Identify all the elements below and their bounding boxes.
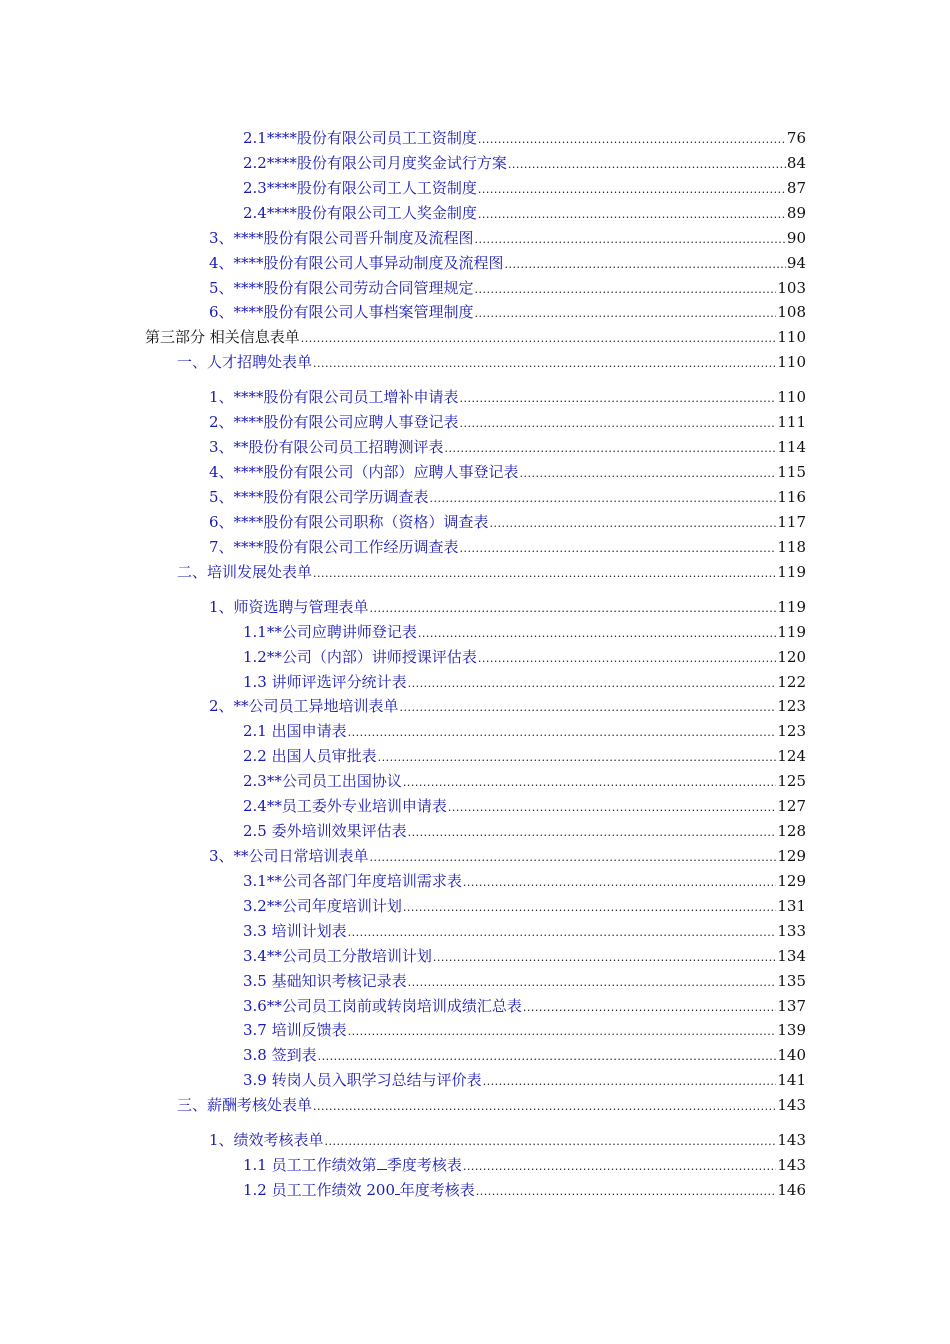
toc-entry-title: 3.6**公司员工岗前或转岗培训成绩汇总表 <box>243 997 522 1015</box>
toc-entry[interactable] <box>243 153 806 175</box>
toc-page-number: 141 <box>777 1071 806 1089</box>
toc-entry-title: 1.1**公司应聘讲师登记表 <box>243 623 417 641</box>
toc-entry-title: 3.7 培训反馈表 <box>243 1021 347 1039</box>
toc-entry[interactable] <box>243 1155 806 1177</box>
toc-entry-title: 6、****股份有限公司人事档案管理制度 <box>209 303 474 321</box>
toc-page-number: 135 <box>777 972 806 990</box>
dot-leader <box>408 674 777 694</box>
toc-entry[interactable] <box>209 537 806 559</box>
toc-entry[interactable] <box>209 1130 806 1152</box>
dot-leader <box>478 180 786 200</box>
dot-leader <box>460 414 777 434</box>
toc-entry-title: 2.1 出国申请表 <box>243 722 347 740</box>
toc-page-number: 111 <box>777 413 806 431</box>
toc-page-number: 114 <box>777 438 806 456</box>
toc-entry-title: 一、人才招聘处表单 <box>177 353 313 371</box>
dot-leader <box>378 748 777 768</box>
dot-leader <box>408 973 777 993</box>
toc-page-number: 123 <box>777 697 806 715</box>
dot-leader <box>313 564 776 584</box>
dot-leader <box>463 1157 776 1177</box>
dot-leader <box>348 923 777 943</box>
toc-page-number: 118 <box>777 538 806 556</box>
toc-entry-title: 第三部分 相关信息表单 <box>145 328 300 346</box>
dot-leader <box>490 514 777 534</box>
toc-entry-title: 3.2**公司年度培训计划 <box>243 897 402 915</box>
toc-entry-title: 3、**公司日常培训表单 <box>209 847 369 865</box>
toc-page-number: 129 <box>777 872 806 890</box>
toc-page-number: 129 <box>777 847 806 865</box>
toc-page-number: 146 <box>777 1181 806 1199</box>
toc-page-number: 137 <box>777 997 806 1015</box>
toc-page-number: 127 <box>777 797 806 815</box>
dot-leader <box>313 1097 776 1117</box>
dot-leader <box>400 698 777 718</box>
toc-page-number: 123 <box>777 722 806 740</box>
dot-leader <box>301 329 777 349</box>
toc-entry-title: 1、****股份有限公司员工增补申请表 <box>209 388 459 406</box>
toc-entry-title: 2.5 委外培训效果评估表 <box>243 822 407 840</box>
toc-page-number: 116 <box>777 488 806 506</box>
toc-page-number: 120 <box>777 648 806 666</box>
dot-leader <box>325 1132 777 1152</box>
toc-entry-title: 2、****股份有限公司应聘人事登记表 <box>209 413 459 431</box>
toc-entry-title: 2.4****股份有限公司工人奖金制度 <box>243 204 477 222</box>
dot-leader <box>478 130 786 150</box>
toc-entry[interactable] <box>243 1070 806 1092</box>
toc-entry-title: 3.5 基础知识考核记录表 <box>243 972 407 990</box>
toc-page-number: 131 <box>777 897 806 915</box>
dot-leader <box>408 823 777 843</box>
toc-page-number: 122 <box>777 673 806 691</box>
toc-entry-title: 3.4**公司员工分散培训计划 <box>243 947 432 965</box>
toc-entry[interactable] <box>209 487 806 509</box>
toc-entry[interactable] <box>177 562 806 584</box>
toc-page-number: 110 <box>777 328 806 346</box>
toc-entry[interactable] <box>243 672 806 694</box>
toc-page-number: 143 <box>777 1156 806 1174</box>
dot-leader <box>475 230 786 250</box>
toc-entry-title: 1.2**公司（内部）讲师授课评估表 <box>243 648 477 666</box>
toc-entry[interactable] <box>209 412 806 434</box>
toc-page-number: 119 <box>777 598 806 616</box>
toc-page-number: 76 <box>786 129 806 147</box>
toc-entry[interactable] <box>243 128 806 150</box>
toc-entry-title: 1、师资选聘与管理表单 <box>209 598 369 616</box>
toc-entry[interactable] <box>243 821 806 843</box>
toc-page-number: 119 <box>777 563 806 581</box>
toc-entry-title: 7、****股份有限公司工作经历调查表 <box>209 538 459 556</box>
toc-page-number: 124 <box>777 747 806 765</box>
toc-page-number: 128 <box>777 822 806 840</box>
toc-page-number: 108 <box>777 303 806 321</box>
toc-entry-title: 2.3**公司员工出国协议 <box>243 772 402 790</box>
toc-page-number: 139 <box>777 1021 806 1039</box>
toc-entry[interactable] <box>243 746 806 768</box>
dot-leader <box>448 798 777 818</box>
toc-entry-title: 3.3 培训计划表 <box>243 922 347 940</box>
toc-page-number: 115 <box>777 463 806 481</box>
toc-entry[interactable] <box>243 203 806 225</box>
toc-entry[interactable] <box>243 971 806 993</box>
dot-leader <box>460 389 777 409</box>
toc-entry-title: 3、**股份有限公司员工招聘测评表 <box>209 438 444 456</box>
dot-leader <box>478 649 777 669</box>
toc-entry[interactable] <box>243 1180 806 1202</box>
dot-leader <box>478 205 786 225</box>
dot-leader <box>348 1022 777 1042</box>
toc-page-number: 90 <box>786 229 806 247</box>
dot-leader <box>483 1072 777 1092</box>
dot-leader <box>433 948 777 968</box>
dot-leader <box>475 304 777 324</box>
dot-leader <box>508 155 786 175</box>
toc-entry[interactable] <box>243 796 806 818</box>
dot-leader <box>445 439 777 459</box>
toc-page-number: 119 <box>777 623 806 641</box>
dot-leader <box>460 539 777 559</box>
toc-entry-title: 4、****股份有限公司（内部）应聘人事登记表 <box>209 463 519 481</box>
toc-entry[interactable] <box>243 771 806 793</box>
dot-leader <box>523 998 777 1018</box>
toc-entry[interactable] <box>209 462 806 484</box>
toc-entry-title: 1、绩效考核表单 <box>209 1131 324 1149</box>
toc-entry[interactable] <box>243 178 806 200</box>
dot-leader <box>430 489 777 509</box>
toc-entry-title: 2、**公司员工异地培训表单 <box>209 697 399 715</box>
toc-entry-title: 三、薪酬考核处表单 <box>177 1096 313 1114</box>
toc-entry-title: 2.2****股份有限公司月度奖金试行方案 <box>243 154 507 172</box>
toc-entry[interactable] <box>243 721 806 743</box>
toc-entry-title-suffix: 季度考核表 <box>386 1156 462 1174</box>
toc-entry-title: 1.1 员工工作绩效第 <box>243 1156 377 1174</box>
toc-entry[interactable] <box>209 228 806 250</box>
dot-leader <box>348 723 777 743</box>
toc-entry[interactable] <box>177 1095 806 1117</box>
toc-page-number: 87 <box>786 179 806 197</box>
dot-leader <box>476 1182 777 1202</box>
toc-entry-title: 3.8 签到表 <box>243 1046 317 1064</box>
toc-page-number: 140 <box>777 1046 806 1064</box>
toc-page-number: 110 <box>777 353 806 371</box>
toc-entry-title: 2.2 出国人员审批表 <box>243 747 377 765</box>
toc-entry-title: 1.3 讲师评选评分统计表 <box>243 673 407 691</box>
toc-entry[interactable] <box>243 1045 806 1067</box>
toc-entry-title: 5、****股份有限公司劳动合同管理规定 <box>209 279 474 297</box>
toc-page-number: 84 <box>786 154 806 172</box>
toc-entry[interactable] <box>243 996 806 1018</box>
toc-entry-title: 3.9 转岗人员入职学习总结与评价表 <box>243 1071 482 1089</box>
toc-page-number: 143 <box>777 1131 806 1149</box>
toc-entry-title: 1.2 员工工作绩效 200 <box>243 1181 396 1199</box>
toc-page-number: 103 <box>777 279 806 297</box>
dot-leader <box>313 354 776 374</box>
toc-entry[interactable] <box>243 1020 806 1042</box>
toc-entry[interactable] <box>243 921 806 943</box>
dot-leader <box>370 599 777 619</box>
toc-entry-title: 2.4**员工委外专业培训申请表 <box>243 797 447 815</box>
toc-entry[interactable] <box>209 437 806 459</box>
toc-page-number: 133 <box>777 922 806 940</box>
dot-leader <box>520 464 777 484</box>
fill-in-blank <box>377 1155 387 1170</box>
toc-entry-title: 2.1****股份有限公司员工工资制度 <box>243 129 477 147</box>
toc-entry[interactable] <box>209 278 806 300</box>
dot-leader <box>418 624 777 644</box>
toc-entry-title: 3.1**公司各部门年度培训需求表 <box>243 872 462 890</box>
toc-page-number: 134 <box>777 947 806 965</box>
toc-entry-title: 2.3****股份有限公司工人工资制度 <box>243 179 477 197</box>
toc-page-number: 143 <box>777 1096 806 1114</box>
dot-leader <box>403 898 777 918</box>
toc-entry-title-suffix: 年度考核表 <box>399 1181 475 1199</box>
toc-page-number: 89 <box>786 204 806 222</box>
dot-leader <box>505 255 786 275</box>
toc-entry[interactable] <box>243 946 806 968</box>
toc-entry[interactable] <box>243 647 806 669</box>
dot-leader <box>370 848 777 868</box>
toc-page-number: 117 <box>777 513 806 531</box>
toc-entry[interactable] <box>209 846 806 868</box>
dot-leader <box>475 280 777 300</box>
toc-entry[interactable] <box>243 896 806 918</box>
toc-entry-title: 6、****股份有限公司职称（资格）调查表 <box>209 513 489 531</box>
toc-entry-title: 4、****股份有限公司人事异动制度及流程图 <box>209 254 504 272</box>
dot-leader <box>318 1047 777 1067</box>
toc-entry[interactable] <box>209 512 806 534</box>
toc-entry[interactable] <box>209 387 806 409</box>
toc-entry[interactable] <box>177 352 806 374</box>
toc-entry-title: 5、****股份有限公司学历调查表 <box>209 488 429 506</box>
toc-entry[interactable] <box>209 696 806 718</box>
dot-leader <box>403 773 777 793</box>
toc-entry-title: 二、培训发展处表单 <box>177 563 313 581</box>
toc-entry[interactable] <box>209 597 806 619</box>
toc-entry[interactable] <box>209 302 806 324</box>
toc-page-number: 110 <box>777 388 806 406</box>
toc-entry-title: 3、****股份有限公司晋升制度及流程图 <box>209 229 474 247</box>
toc-page-number: 94 <box>786 254 806 272</box>
toc-page-number: 125 <box>777 772 806 790</box>
toc-entry[interactable] <box>145 327 806 349</box>
toc-entry[interactable] <box>243 622 806 644</box>
dot-leader <box>463 873 777 893</box>
toc-entry[interactable] <box>209 253 806 275</box>
toc-entry[interactable] <box>243 871 806 893</box>
